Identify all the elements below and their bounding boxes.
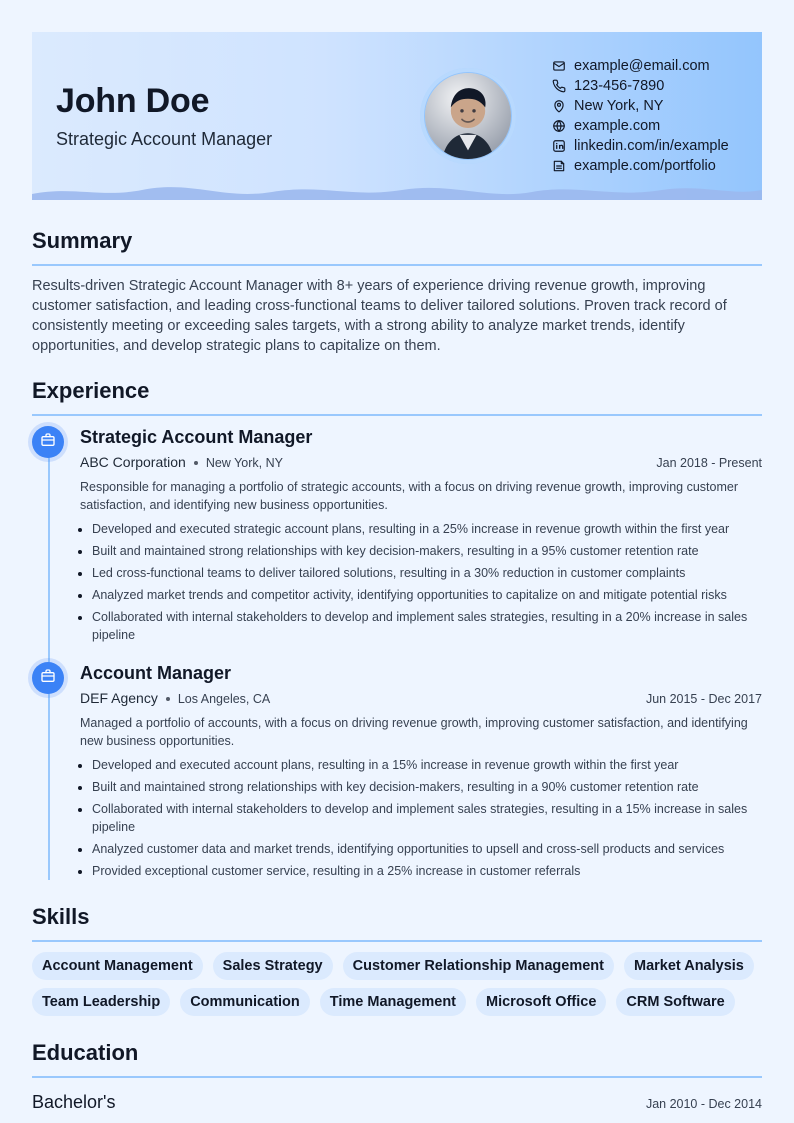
location-icon: [552, 99, 566, 113]
job-company: DEF Agency: [80, 690, 158, 706]
skills-section: [32, 904, 762, 1016]
job-bullet: • Developed and executed account plans, resulting in a 15% increase in revenue growth within the first year: [92, 756, 762, 774]
contact-linkedin[interactable]: [552, 139, 738, 153]
portfolio-icon: [552, 159, 566, 173]
skills-title: Skills: [32, 904, 90, 929]
contact-phone[interactable]: [552, 79, 738, 93]
education-section: [32, 1040, 762, 1113]
header-inner: [32, 32, 762, 200]
job-meta-left: [80, 454, 283, 470]
person-name: John Doe: [56, 81, 210, 120]
job-bullet: • Collaborated with internal stakeholders to develop and implement sales strategies, resulting in a 20% increase in sales pipeline: [92, 608, 762, 644]
job-item: [80, 662, 762, 880]
job-meta-left: [80, 690, 270, 706]
job-bullet: • Provided exceptional customer service, resulting in a 25% increase in customer referrals: [92, 862, 762, 880]
avatar: [425, 73, 511, 159]
briefcase-icon: [40, 668, 56, 689]
summary-rule: [32, 264, 762, 266]
education-rule: [32, 1076, 762, 1078]
job-title: Account Manager: [80, 663, 232, 683]
mail-icon: [552, 59, 566, 73]
experience-section: [32, 378, 762, 880]
job-badge: [32, 662, 64, 694]
contact-linkedin-text: linkedin.com/in/example: [574, 138, 729, 154]
skill-chip: Market Analysis: [624, 952, 754, 980]
name-block: [56, 81, 273, 151]
job-bullet: • Built and maintained strong relationships with key decision-makers, resulting in a 90% customer retention rate: [92, 778, 762, 796]
phone-icon: [552, 79, 566, 93]
job-bullets: [80, 520, 762, 644]
contact-list: [552, 59, 738, 173]
experience-timeline: [32, 426, 762, 880]
job-date: Jun 2015 - Dec 2017: [645, 692, 762, 706]
header-right: [420, 59, 738, 173]
job-item: [80, 426, 762, 644]
skill-chip: CRM Software: [616, 988, 734, 1016]
experience-title: Experience: [32, 378, 150, 403]
meta-separator-dot: [194, 461, 198, 465]
linkedin-icon: [552, 139, 566, 153]
job-bullet: • Built and maintained strong relationships with key decision-makers, resulting in a 95% customer retention rate: [92, 542, 762, 560]
summary-title: Summary: [32, 228, 133, 253]
job-meta: [80, 454, 762, 470]
job-bullet: • Analyzed customer data and market trends, identifying opportunities to upsell and cross-sell products and services: [92, 840, 762, 858]
job-bullet: • Led cross-functional teams to deliver tailored solutions, resulting in a 30% reduction in customer complaints: [92, 564, 762, 582]
job-title: Strategic Account Manager: [80, 427, 313, 447]
job-bullet: • Collaborated with internal stakeholders to develop and implement sales strategies, resulting in a 15% increase in sales pipeline: [92, 800, 762, 836]
person-title: Strategic Account Manager: [56, 129, 273, 150]
job-location: Los Angeles, CA: [177, 692, 271, 706]
experience-rule: [32, 414, 762, 416]
contact-email[interactable]: [552, 59, 738, 73]
briefcase-icon: [40, 432, 56, 453]
skill-chip: Team Leadership: [32, 988, 170, 1016]
contact-location-text: New York, NY: [574, 98, 664, 114]
skill-chip: Sales Strategy: [213, 952, 333, 980]
contact-portfolio-text: example.com/portfolio: [574, 158, 716, 174]
summary-section: [32, 228, 762, 356]
job-date: Jan 2018 - Present: [656, 456, 762, 470]
meta-separator-dot: [166, 697, 170, 701]
job-company: ABC Corporation: [80, 454, 186, 470]
job-description: Responsible for managing a portfolio of strategic accounts, with a focus on driving revenue growth, improving customer satisfaction, and identifying new business opportunities.: [80, 480, 738, 512]
summary-text: Results-driven Strategic Account Manager with 8+ years of experience driving revenue growth, improving customer satisfaction, and leading cross-functional teams to deliver tailored solutions. Proven track record of consistently meeting or exceeding sales targets, with a strong ability to analyze market trends, identify opportunities, and develop strategic plans to capitalize on them.: [32, 278, 727, 354]
job-bullets: [80, 756, 762, 880]
avatar-ring: [420, 68, 516, 164]
job-bullet: • Developed and executed strategic account plans, resulting in a 25% increase in revenue growth within the first year: [92, 520, 762, 538]
skill-chip: Account Management: [32, 952, 203, 980]
job-location: New York, NY: [205, 456, 283, 470]
timeline-line: [48, 442, 50, 880]
education-date: Jan 2010 - Dec 2014: [645, 1097, 762, 1111]
job-bullet: • Analyzed market trends and competitor activity, identifying opportunities to capitalize on and mitigate potential risks: [92, 586, 762, 604]
education-degree: Bachelor's: [32, 1092, 116, 1112]
education-title: Education: [32, 1040, 139, 1065]
contact-email-text: example@email.com: [574, 58, 710, 74]
job-meta: [80, 690, 762, 706]
contact-portfolio[interactable]: [552, 159, 738, 173]
skill-chip: Communication: [180, 988, 310, 1016]
contact-location: [552, 99, 738, 113]
contact-phone-text: 123-456-7890: [574, 78, 665, 94]
skill-chip: Microsoft Office: [476, 988, 606, 1016]
education-row: [32, 1092, 762, 1113]
resume-header: [32, 32, 762, 200]
skill-chip: Customer Relationship Management: [343, 952, 614, 980]
job-description: Managed a portfolio of accounts, with a focus on driving revenue growth, improving customer satisfaction, and identifying new business opportunities.: [80, 716, 748, 748]
avatar-illustration: [425, 73, 511, 159]
skills-chips: [32, 952, 762, 1016]
contact-website-text: example.com: [574, 118, 661, 134]
skill-chip: Time Management: [320, 988, 466, 1016]
skills-rule: [32, 940, 762, 942]
globe-icon: [552, 119, 566, 133]
job-badge: [32, 426, 64, 458]
contact-website[interactable]: [552, 119, 738, 133]
